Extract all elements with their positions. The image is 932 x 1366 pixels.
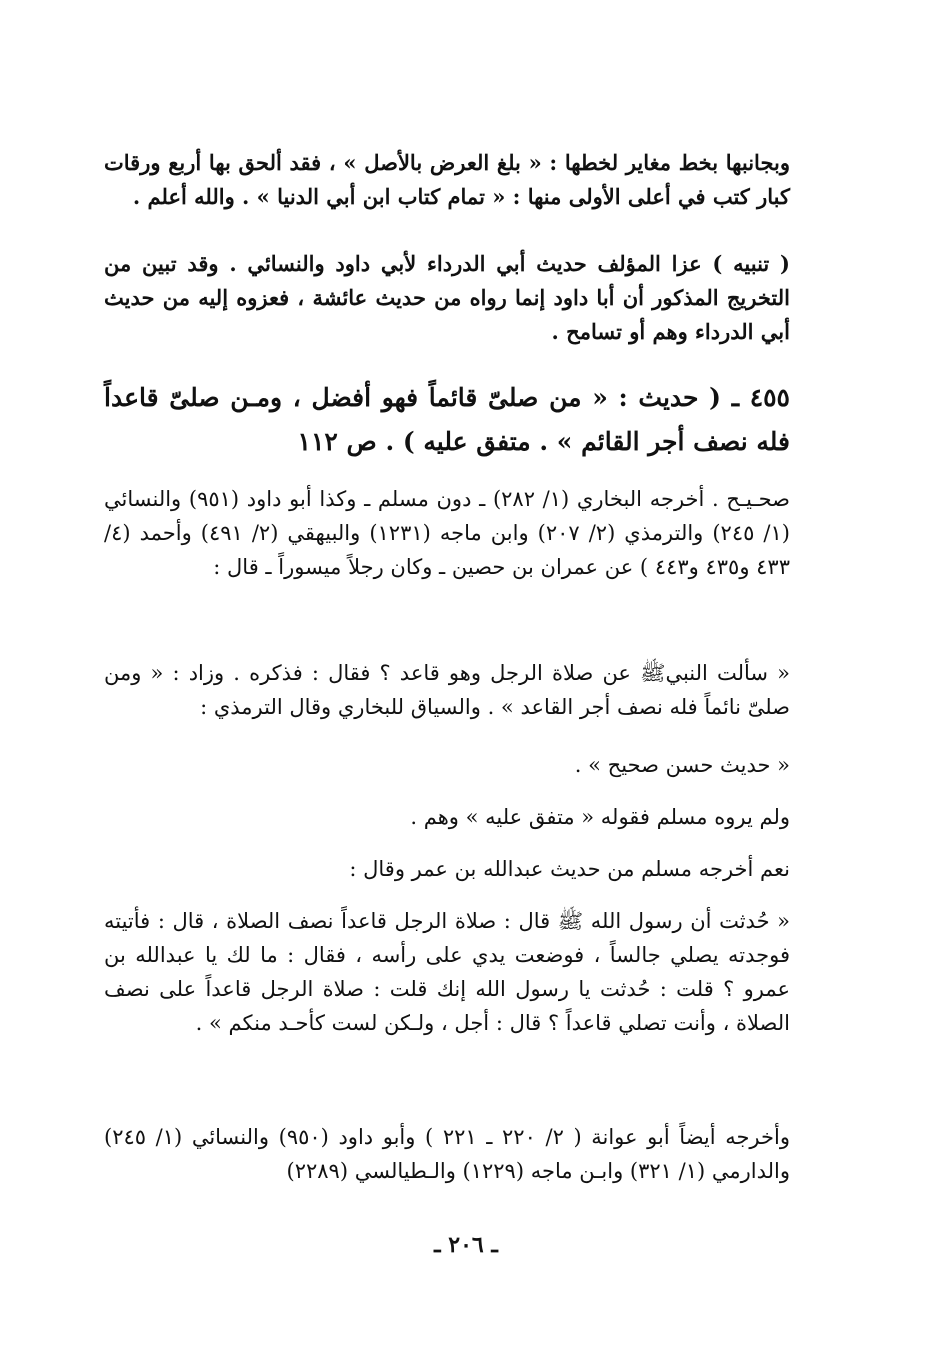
muslim-hadith-paragraph: « حُدثت أن رسول الله ﷺ قال : صلاة الرجل قاعداً نصف الصلاة ، قال : فأتيته فوجدته يصلي جالساً ، فوضعت يدي على رأسه ، فقال : ما لك يا عبدالله بن عمرو ؟ قلت : حُدثت يا رسول الله إنك قلت : صلاة الرجل قاعداً على نصف الصلاة ، وأنت تصلي قاعداً ؟ قال : أجل ، ولـكن لست كأحـد منكم » .	[104, 909, 790, 1035]
muslim-note: ولم يروه مسلم فقوله « متفق عليه » وهم .	[410, 805, 790, 829]
page-number: ـ ٢٠٦ ـ	[434, 1232, 498, 1258]
muslim-intro: نعم أخرجه مسلم من حديث عبدالله بن عمر وقال :	[349, 857, 790, 881]
note-paragraph: وبجانبها بخط مغاير لخطها : « بلغ العرض بالأصل » ، فقد ألحق بها أربع ورقات كبار كتب في أعلى الأولى منها : « تمام كتاب ابن أبي الدنيا » . والله أعلم .	[104, 150, 790, 209]
hadith-heading: ٤٥٥ ـ ( حديث : « من صلىّ قائماً فهو أفضل ، ومـن صلىّ قاعداً فله نصف أجر القائم » . متفق عليه ) . ص ١١٢	[104, 383, 790, 456]
takhrij-paragraph: صحـيـح . أخرجه البخاري (١/ ٢٨٢) ـ دون مسلم ـ وكذا أبو داود (٩٥١) والنسائي (١/ ٢٤٥) والترمذي (٢/ ٢٠٧) وابن ماجه (١٢٣١) والبيهقي (٢/ ٤٩١) وأحمد (٤/ ٤٣٣ و٤٣٥ و٤٤٣ ) عن عمران بن حصين ـ وكان رجلاً ميسوراً ـ قال :	[104, 487, 790, 579]
hadith-quote-paragraph: « سألت النبيﷺ عن صلاة الرجل وهو قاعد ؟ فقال : فذكره . وزاد : « ومن صلىّ نائماً فله نصف أجر القاعد » . والسياق للبخاري وقال الترمذي :	[104, 661, 790, 719]
further-takhrij-paragraph: وأخرجه أيضاً أبو عوانة ( ٢/ ٢٢٠ ـ ٢٢١ ) وأبو داود (٩٥٠) والنسائي (١/ ٢٤٥) والدارمي (١/ ٣٢١) وابـن ماجه (١٢٢٩) والـطيالسي (٢٢٨٩)	[104, 1125, 790, 1183]
tirmidhi-quote: « حديث حسن صحيح » .	[574, 753, 790, 777]
tanbih-paragraph: ( تنبيه ) عزا المؤلف حديث أبي الدرداء لأبي داود والنسائي . وقد تبين من التخريج المذكور أن أبا داود إنما رواه من حديث عائشة ، فعزوه إليه من حديث أبي الدرداء وهم أو تسامح .	[104, 251, 790, 344]
